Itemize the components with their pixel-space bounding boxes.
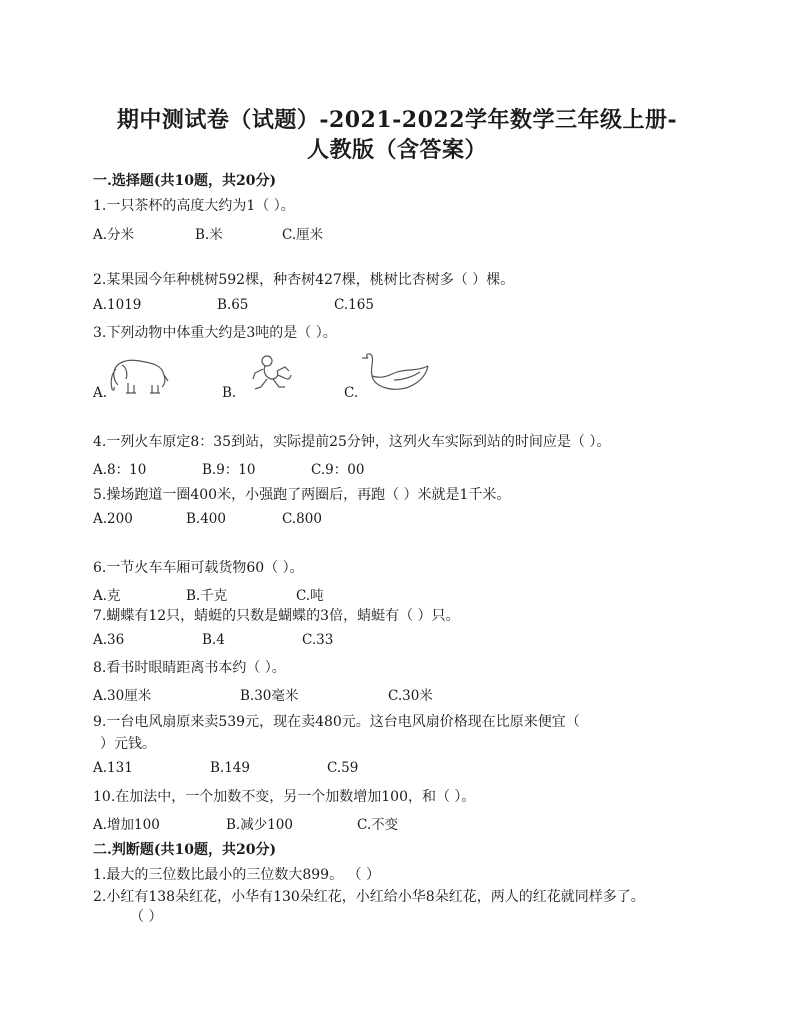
q10-option-c: C.不变 — [357, 817, 399, 833]
judgement-1: 1.最大的三位数比最小的三位数大899。 （ ） — [93, 867, 380, 883]
q10-option-a: A.增加100 — [93, 817, 160, 833]
q7-option-b: B.4 — [202, 632, 225, 648]
document-title-line2: 人教版（含答案） — [306, 137, 487, 163]
question-7: 7.蝴蝶有12只，蜻蜓的只数是蝴蝶的3倍，蜻蜓有（ ）只。 — [93, 608, 460, 624]
elephant-icon — [108, 355, 172, 397]
q5-option-a: A.200 — [93, 511, 133, 527]
q5-option-b: B.400 — [186, 511, 226, 527]
question-9: 9.一台电风扇原来卖539元，现在卖480元。这台电风扇价格现在比原来便宜（ — [93, 714, 580, 730]
q3-option-c: C. — [344, 385, 359, 401]
q4-option-a: A.8：10 — [93, 462, 147, 478]
question-10: 10.在加法中，一个加数不变，另一个加数增加100，和（ ）。 — [93, 789, 476, 805]
q4-option-c: C.9：00 — [311, 462, 365, 478]
section-heading-judgement: 二.判断题(共10题，共20分) — [93, 842, 277, 858]
monkey-icon — [247, 353, 295, 393]
q6-option-b: B.千克 — [186, 588, 228, 604]
q9-option-c: C.59 — [327, 760, 359, 776]
q10-option-b: B.减少100 — [226, 817, 293, 833]
question-6: 6.一节火车车厢可载货物60（ ）。 — [93, 560, 304, 576]
q2-option-c: C.165 — [334, 297, 374, 313]
question-5: 5.操场跑道一圈400米，小强跑了两圈后，再跑（ ）米就是1千米。 — [93, 487, 511, 503]
q6-option-c: C.吨 — [296, 588, 324, 604]
q8-option-a: A.30厘米 — [93, 688, 152, 704]
question-9-continued: ）元钱。 — [100, 736, 156, 752]
q2-option-a: A.1019 — [93, 297, 142, 313]
q6-option-a: A.克 — [93, 588, 121, 604]
q8-option-b: B.30毫米 — [240, 688, 299, 704]
q3-option-b: B. — [222, 385, 237, 401]
judgement-2: 2.小红有138朵红花，小华有130朵红花，小红给小华8朵红花，两人的红花就同样多了。 — [93, 889, 645, 905]
question-4: 4.一列火车原定8：35到站，实际提前25分钟，这列火车实际到站的时间应是（ ）。 — [93, 434, 611, 450]
q1-option-b: B.米 — [195, 227, 223, 243]
swan-icon — [360, 350, 432, 396]
q1-option-c: C.厘米 — [282, 227, 324, 243]
section-heading-choice: 一.选择题(共10题，共20分) — [93, 173, 277, 189]
question-1: 1.一只茶杯的高度大约为1（ ）。 — [93, 198, 295, 214]
q8-option-c: C.30米 — [388, 688, 433, 704]
q9-option-a: A.131 — [93, 760, 133, 776]
q5-option-c: C.800 — [282, 511, 322, 527]
question-3: 3.下列动物中体重大约是3吨的是（ ）。 — [93, 325, 337, 341]
q2-option-b: B.65 — [217, 297, 249, 313]
q4-option-b: B.9：10 — [202, 462, 256, 478]
q3-option-a: A. — [93, 385, 108, 401]
question-8: 8.看书时眼睛距离书本约（ ）。 — [93, 660, 286, 676]
q9-option-b: B.149 — [210, 760, 250, 776]
judgement-2-bracket: （ ） — [130, 909, 163, 925]
q7-option-c: C.33 — [302, 632, 334, 648]
q7-option-a: A.36 — [93, 632, 125, 648]
document-title-line1: 期中测试卷（试题）-2021-2022学年数学三年级上册- — [116, 107, 678, 133]
question-2: 2.某果园今年种桃树592棵，种杏树427棵，桃树比杏树多（ ）棵。 — [93, 272, 515, 288]
q1-option-a: A.分米 — [93, 227, 135, 243]
